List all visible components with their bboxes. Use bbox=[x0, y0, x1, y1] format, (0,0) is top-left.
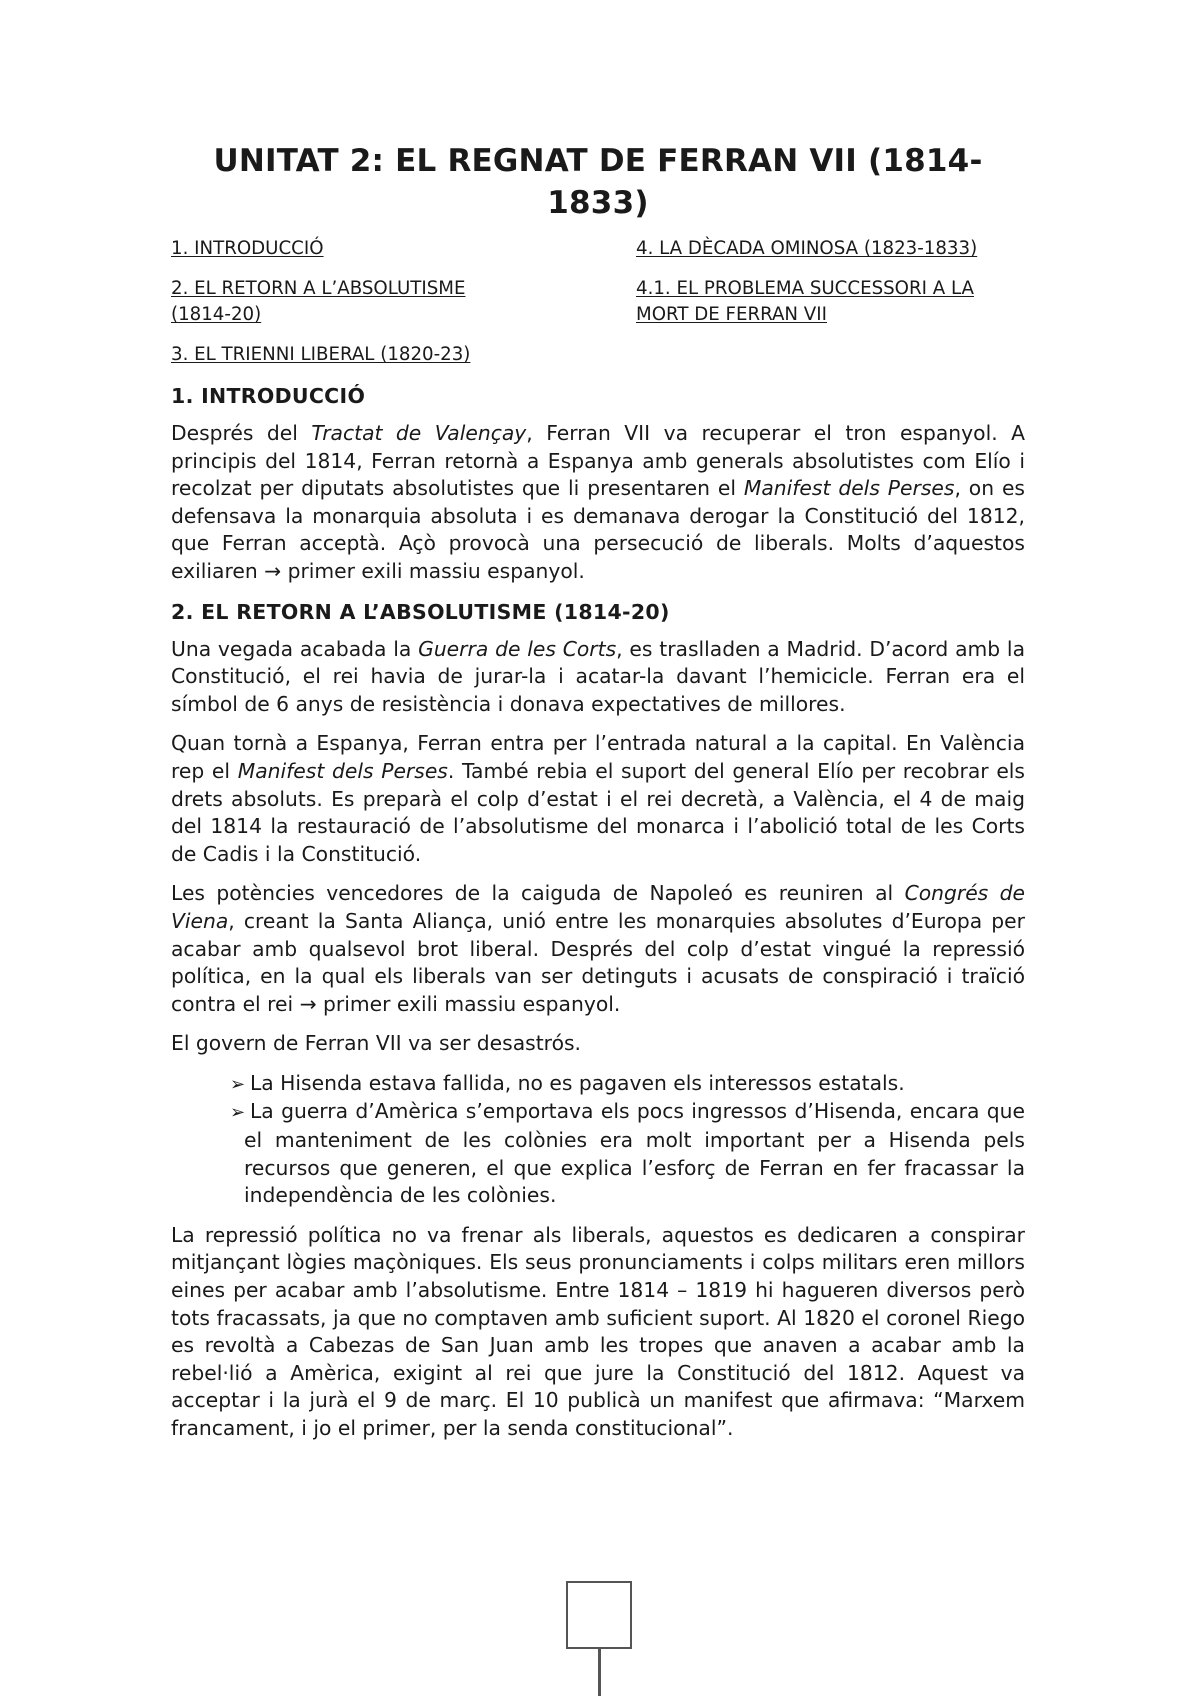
body-paragraph: Quan tornà a Espanya, Ferran entra per l’entrada natural a la capital. En València rep el Manifest dels Perses. També rebia el suport del general Elío per recobrar els drets absoluts. Es preparà el colp d’estat i el rei decretà, a València, el 4 de maig del 1814 la restauració de l’absolutisme del monarca i l’abolició total de les Corts de Cadis i la Constitució. bbox=[171, 731, 1025, 866]
toc-link-decada-ominosa[interactable]: 4. LA DÈCADA OMINOSA (1823-1833) bbox=[636, 238, 978, 259]
body-paragraph: La repressió política no va frenar als liberals, aquestos es dedicaren a conspirar mitjançant lògies maçòniques. Els seus pronunciaments i colps militars eren millors eines per acabar amb l’absolutisme. Entre 1814 – 1819 hi hagueren diversos però tots fracassats, ja que no comptaven amb suficient suport. Al 1820 el coronel Riego es revoltà a Cabezas de San Juan amb les tropes que anaven a acabar amb la rebel·lió a Amèrica, exigint al rei que jure la Constitució del 1812. Aquest va acceptar i la jurà el 9 de març. El 10 publicà un manifest que afirmava: “Marxem francament, i jo el primer, per la senda constitucional”. bbox=[171, 1222, 1025, 1440]
bullet-item: ➢ La guerra d’Amèrica s’emportava els pocs ingressos d’Hisenda, encara que el manteniment de les colònies era molt important per a Hisenda pels recursos que generen, el que explica l’esforç de Ferran en fer fracassar la independència de les colònies. bbox=[230, 1099, 1025, 1208]
footer-page-marker bbox=[566, 1581, 632, 1649]
table-of-contents bbox=[171, 236, 1025, 382]
bullet-item: ➢ La Hisenda estava fallida, no es pagaven els interessos estatals. bbox=[230, 1070, 1025, 1099]
toc-column-right bbox=[636, 236, 1025, 382]
toc-link-trienni-liberal[interactable]: 3. EL TRIENNI LIBERAL (1820-23) bbox=[171, 344, 471, 365]
body-paragraph: Les potències vencedores de la caiguda de Napoleó es reuniren al Congrés de Viena, creant la Santa Aliança, unió entre les monarquies absolutes d’Europa per acabar amb qualsevol brot liberal. Després del colp d’estat vingué la repressió política, en la qual els liberals van ser detinguts i acusats de conspiració i traïció contra el rei → primer exili massiu espanyol. bbox=[171, 881, 1026, 1016]
arrowhead-bullet-icon: ➢ bbox=[230, 1073, 246, 1095]
body-paragraph: Després del Tractat de Valençay, Ferran VII va recuperar el tron espanyol. A principis del 1814, Ferran retornà a Espanya amb generals absolutistes com Elío i recolzat per diputats absolutistes que li presentaren el Manifest dels Perses, on es defensava la monarquia absoluta i es demanava derogar la Constitució del 1812, que Ferran acceptà. Açò provocà una persecució de liberals. Molts d’aquestos exiliaren → primer exili massiu espanyol. bbox=[171, 421, 1025, 583]
body-paragraph: El govern de Ferran VII va ser desastrós. bbox=[171, 1031, 581, 1056]
bullet-list bbox=[171, 1070, 1025, 1210]
toc-column-left bbox=[171, 236, 636, 382]
document-body bbox=[171, 382, 1025, 1455]
toc-link-retorn-absolutisme[interactable]: 2. EL RETORN A L’ABSOLUTISME (1814-20) bbox=[171, 278, 466, 325]
toc-link-problema-successori[interactable]: 4.1. EL PROBLEMA SUCCESSORI A LA MORT DE FERRAN VII bbox=[636, 278, 974, 325]
document-content bbox=[171, 140, 1025, 1455]
arrowhead-bullet-icon: ➢ bbox=[230, 1102, 246, 1124]
section-heading: 2. EL RETORN A L’ABSOLUTISME (1814-20) bbox=[171, 599, 670, 624]
toc-link-introduccio[interactable]: 1. INTRODUCCIÓ bbox=[171, 238, 324, 259]
document-title: UNITAT 2: EL REGNAT DE FERRAN VII (1814-1833) bbox=[213, 143, 983, 221]
section-heading: 1. INTRODUCCIÓ bbox=[171, 384, 366, 408]
body-paragraph: Una vegada acabada la Guerra de les Corts, es traslladen a Madrid. D’acord amb la Constitució, el rei havia de jurar-la i acatar-la davant l’hemicicle. Ferran era el símbol de 6 anys de resistència i donava expectatives de millores. bbox=[171, 636, 1025, 716]
footer-page-marker-line bbox=[598, 1649, 601, 1696]
